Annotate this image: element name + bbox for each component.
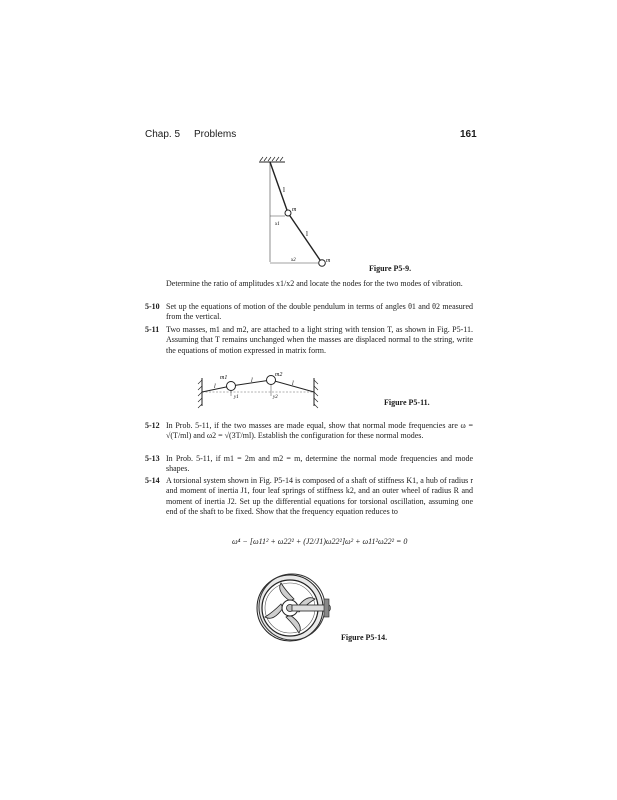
l2-label: l — [306, 230, 308, 238]
torsional-wheel-figure — [250, 566, 346, 646]
problem-5-13 — [145, 454, 473, 475]
problem-5-10 — [145, 302, 473, 323]
figure-p5-9-caption: Figure P5-9. — [369, 264, 412, 273]
chapter-label: Chap. 5 — [145, 129, 181, 140]
problem-5-11 — [145, 325, 473, 356]
l1-label: l — [214, 384, 216, 390]
problem-text: Two masses, m1 and m2, are attached to a light string with tension T, as shown in Fig. P5-11. Assuming that T remains unchanged when the masses are displaced normal to the string, write the equations of motion expressed in matrix form. — [166, 325, 473, 355]
problem-number: 5-13 — [145, 454, 160, 463]
problem-text: A torsional system shown in Fig. P5-14 is composed of a shaft of stiffness K1, a hub of radius r and moment of inertia J1, four leaf springs of stiffness k2, and an outer wheel of radius R and moment of inertia J2. Set up the differential equations for torsional oscillation, assuming one end of the shaft to be fixed. Show that the frequency equation reduces to — [166, 476, 473, 517]
section-label: Problems — [194, 129, 237, 140]
l1-label: l — [283, 186, 285, 194]
problem-5-12 — [145, 421, 473, 442]
m1-label: m1 — [220, 375, 228, 381]
double-pendulum-figure — [245, 150, 345, 270]
figure-p5-14-caption: Figure P5-14. — [341, 633, 388, 642]
m2-label: m2 — [275, 372, 283, 378]
problem-text: Set up the equations of motion of the double pendulum in terms of angles θ1 and θ2 measured from the vertical. — [166, 302, 473, 322]
y1-label: y1 — [234, 395, 239, 400]
x2-label: x2 — [291, 258, 296, 263]
problem-number: 5-11 — [145, 325, 160, 334]
problem-text: In Prob. 5-11, if m1 = 2m and m2 = m, determine the normal mode frequencies and mode shapes. — [166, 454, 473, 474]
problem-number: 5-10 — [145, 302, 160, 311]
l2-label: l — [251, 378, 253, 384]
l3-label: l — [292, 381, 294, 387]
m2-label: m — [326, 258, 331, 264]
problem-text: In Prob. 5-11, if the two masses are made equal, show that normal mode frequencies are ω = √(T/ml) and ω2 = √(3T/ml). Establish the configuration for these normal modes. — [166, 421, 473, 441]
frequency-equation: ω⁴ − [ω11² + ω22² + (J2/J1)ω22²]ω² + ω11²ω22² = 0 — [232, 537, 408, 546]
m1-label: m — [292, 207, 297, 213]
x1-label: x1 — [275, 222, 280, 227]
figure-p5-11-caption: Figure P5-11. — [384, 398, 430, 407]
problem-5-14 — [145, 476, 473, 518]
y2-label: y2 — [273, 395, 278, 400]
string-masses-figure — [196, 370, 326, 412]
problem-number: 5-12 — [145, 421, 160, 430]
page-number: 161 — [460, 129, 477, 140]
intro-paragraph: Determine the ratio of amplitudes x1/x2 and locate the nodes for the two modes of vibration. — [166, 279, 463, 288]
problem-number: 5-14 — [145, 476, 160, 485]
